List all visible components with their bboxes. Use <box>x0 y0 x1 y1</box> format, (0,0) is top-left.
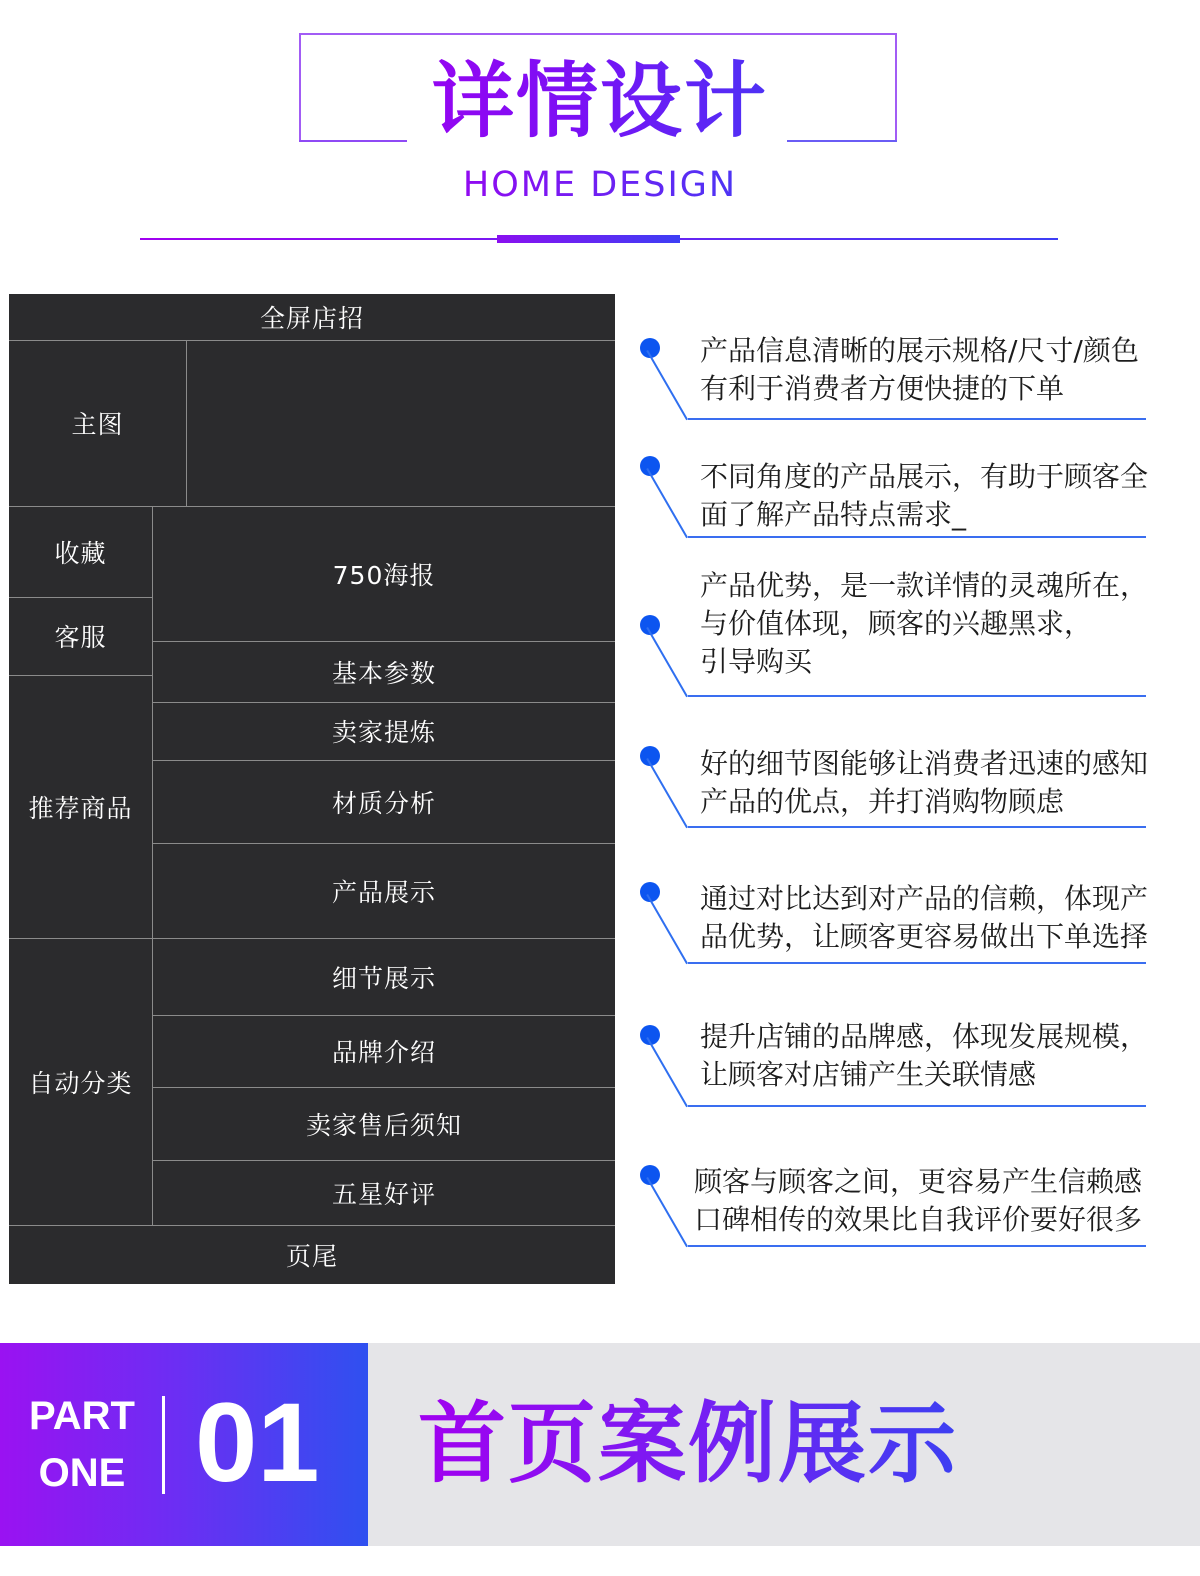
description-line: 有利于消费者方便快捷的下单 <box>700 372 1065 405</box>
cell-after-sales: 卖家售后须知 <box>305 1110 462 1140</box>
cell-seller-refine: 卖家提炼 <box>331 718 436 747</box>
description-line: 品优势，让顾客更容易做出下单选择 <box>700 920 1149 953</box>
cell-auto-category: 自动分类 <box>28 1068 133 1098</box>
underline <box>688 1105 1146 1107</box>
cell-favorite: 收藏 <box>54 538 107 568</box>
cell-brand-intro: 品牌介绍 <box>331 1038 436 1067</box>
underline <box>688 695 1146 697</box>
cell-recommended: 推荐商品 <box>28 793 133 823</box>
description-line: 与价值体现，顾客的兴趣黑求， <box>700 607 1093 640</box>
description-line: 产品信息清晰的展示规格/尺寸/颜色 <box>700 334 1139 367</box>
cell-banner: 全屏店招 <box>259 304 364 333</box>
description-line: 让顾客对店铺产生关联情感 <box>700 1058 1037 1091</box>
underline <box>688 536 1146 538</box>
cell-detail-display: 细节展示 <box>331 963 436 993</box>
part-one-label: ONE <box>38 1451 126 1495</box>
part-label: PART <box>29 1394 135 1438</box>
description-line: 引导购买 <box>700 645 813 678</box>
underline <box>688 826 1146 828</box>
connector-line <box>646 468 688 538</box>
section-title: 首页案例展示 <box>418 1392 959 1495</box>
connector-line <box>646 627 688 697</box>
section-number: 01 <box>195 1380 320 1505</box>
cell-main-image: 主图 <box>71 410 124 439</box>
description-line: 不同角度的产品展示，有助于顾客全 <box>700 460 1149 493</box>
cell-product-display: 产品展示 <box>331 877 436 907</box>
layout-table <box>9 294 615 1284</box>
description-line: 好的细节图能够让消费者迅速的感知 <box>700 747 1149 780</box>
cell-poster: 750海报 <box>332 560 436 590</box>
description-line: 口碑相传的效果比自我评价要好很多 <box>694 1203 1143 1236</box>
description-line: 顾客与顾客之间，更容易产生信赖感 <box>694 1165 1143 1198</box>
grid-line <box>186 340 187 506</box>
description-line: 面了解产品特点需求_ <box>700 498 967 531</box>
page-title: 详情设计 <box>360 52 840 152</box>
connector-line <box>646 894 688 964</box>
cell-basic-params: 基本参数 <box>331 658 436 688</box>
cell-five-star: 五星好评 <box>331 1179 436 1209</box>
description-line: 产品的优点，并打消购物顾虑 <box>700 785 1065 818</box>
description-line: 提升店铺的品牌感，体现发展规模， <box>700 1020 1149 1053</box>
connector-line <box>646 350 688 420</box>
page-subtitle: HOME DESIGN <box>400 163 800 207</box>
cell-footer: 页尾 <box>285 1241 338 1271</box>
underline <box>688 962 1146 964</box>
description-line: 通过对比达到对产品的信赖，体现产 <box>700 882 1149 915</box>
connector-line <box>646 1177 688 1247</box>
description-line: 产品优势，是一款详情的灵魂所在， <box>700 569 1149 602</box>
cell-material: 材质分析 <box>331 788 436 818</box>
underline <box>688 1245 1146 1247</box>
part-separator <box>162 1396 165 1494</box>
underline <box>688 418 1146 420</box>
connector-line <box>646 758 688 828</box>
header-divider-accent <box>497 235 680 243</box>
cell-customer-service: 客服 <box>54 623 107 652</box>
connector-line <box>646 1037 688 1107</box>
